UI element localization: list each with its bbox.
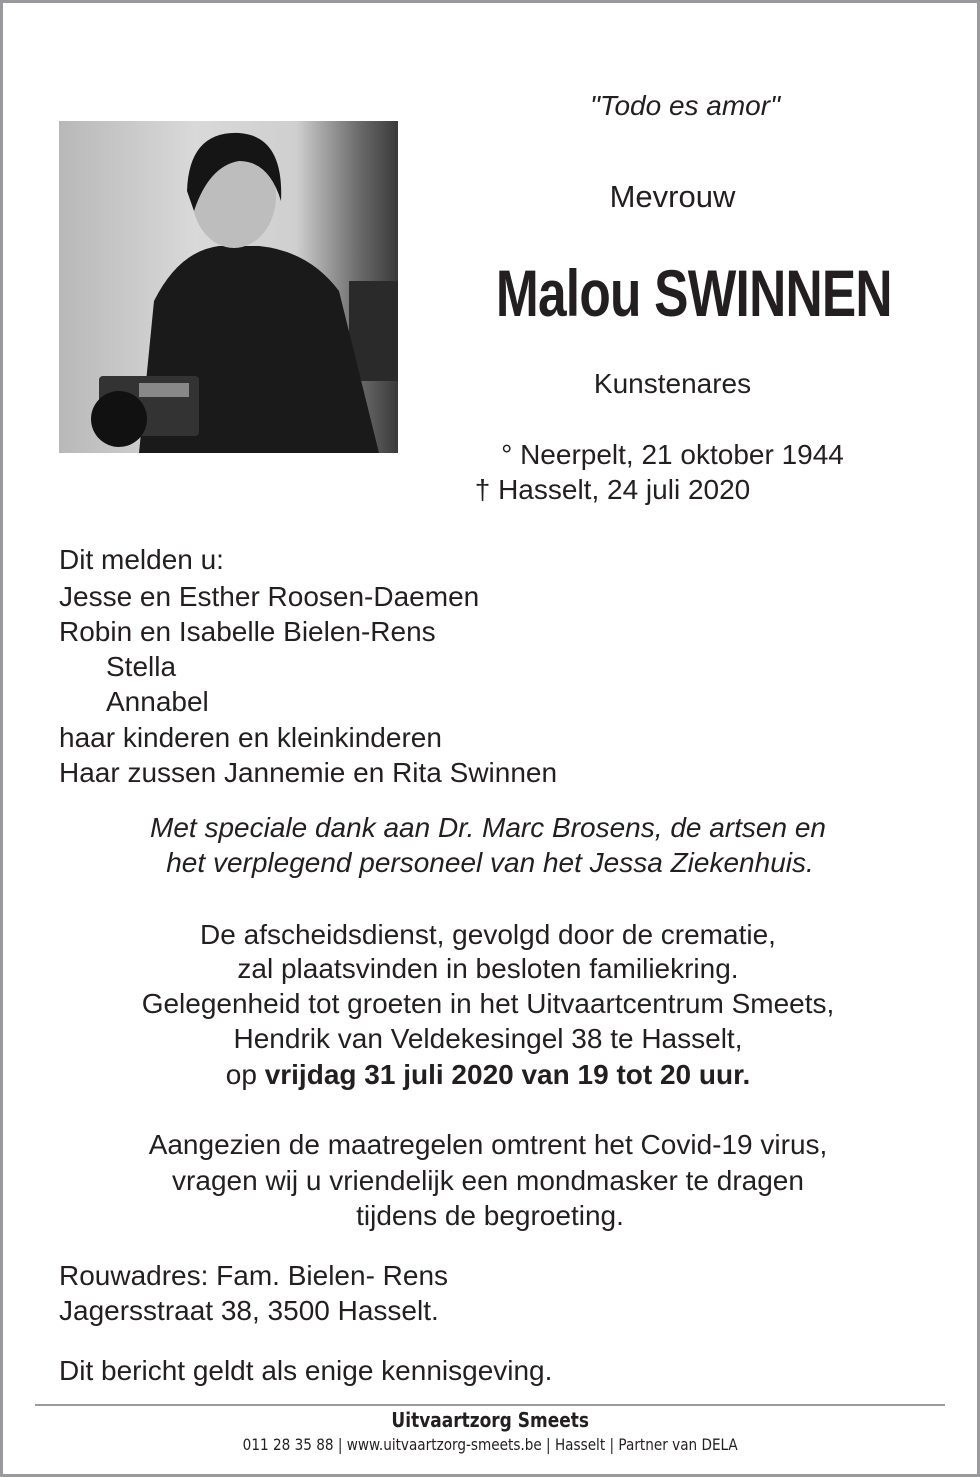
notice: Dit bericht geldt als enige kennisgeving. <box>59 1355 553 1386</box>
family-line: Jesse en Esther Roosen-Daemen <box>59 581 480 612</box>
covid-line: Aangezien de maatregelen omtrent het Covid-19 virus, <box>148 1129 828 1160</box>
death-info: † Hasselt, 24 juli 2020 <box>474 474 751 505</box>
footer-brand: Uitvaartzorg Smeets <box>391 1408 589 1432</box>
grandchild: Annabel <box>106 686 209 717</box>
service-line: Hendrik van Veldekesingel 38 te Hasselt, <box>233 1023 743 1054</box>
family-relation: haar kinderen en kleinkinderen <box>59 722 442 753</box>
footer-info: 011 28 35 88 | www.uitvaartzorg-smeets.be | Hasselt | Partner van DELA <box>242 1435 738 1454</box>
quote: "Todo es amor" <box>589 90 781 121</box>
deceased-name: Malou SWINNEN <box>495 256 892 330</box>
salutation: Mevrouw <box>609 179 736 214</box>
service-date <box>0 1059 976 1091</box>
birth-info: ° Neerpelt, 21 oktober 1944 <box>501 439 844 470</box>
family-sisters: Haar zussen Jannemie en Rita Swinnen <box>59 757 558 788</box>
date-bold: vrijdag 31 juli 2020 van 19 tot 20 uur. <box>264 1059 751 1090</box>
footer-divider <box>35 1404 945 1406</box>
portrait-photo <box>59 121 398 453</box>
grandchild: Stella <box>106 651 177 682</box>
date-prefix: op <box>225 1059 265 1090</box>
service-line: zal plaatsvinden in besloten familiekring. <box>237 953 739 984</box>
covid-line: vragen wij u vriendelijk een mondmasker te dragen <box>172 1165 804 1196</box>
service-line: De afscheidsdienst, gevolgd door de crematie, <box>200 919 776 950</box>
family-intro: Dit melden u: <box>59 544 224 575</box>
address-line: Jagersstraat 38, 3500 Hasselt. <box>59 1295 439 1326</box>
address-line: Rouwadres: Fam. Bielen- Rens <box>59 1260 449 1291</box>
service-line: Gelegenheid tot groeten in het Uitvaartcentrum Smeets, <box>141 988 835 1019</box>
covid-line: tijdens de begroeting. <box>356 1200 624 1231</box>
thanks-line: Met speciale dank aan Dr. Marc Brosens, de artsen en <box>150 812 826 843</box>
portrait-silhouette <box>59 121 398 453</box>
family-line: Robin en Isabelle Bielen-Rens <box>59 616 436 647</box>
occupation: Kunstenares <box>593 368 752 399</box>
thanks-line: het verplegend personeel van het Jessa Ziekenhuis. <box>166 847 814 878</box>
